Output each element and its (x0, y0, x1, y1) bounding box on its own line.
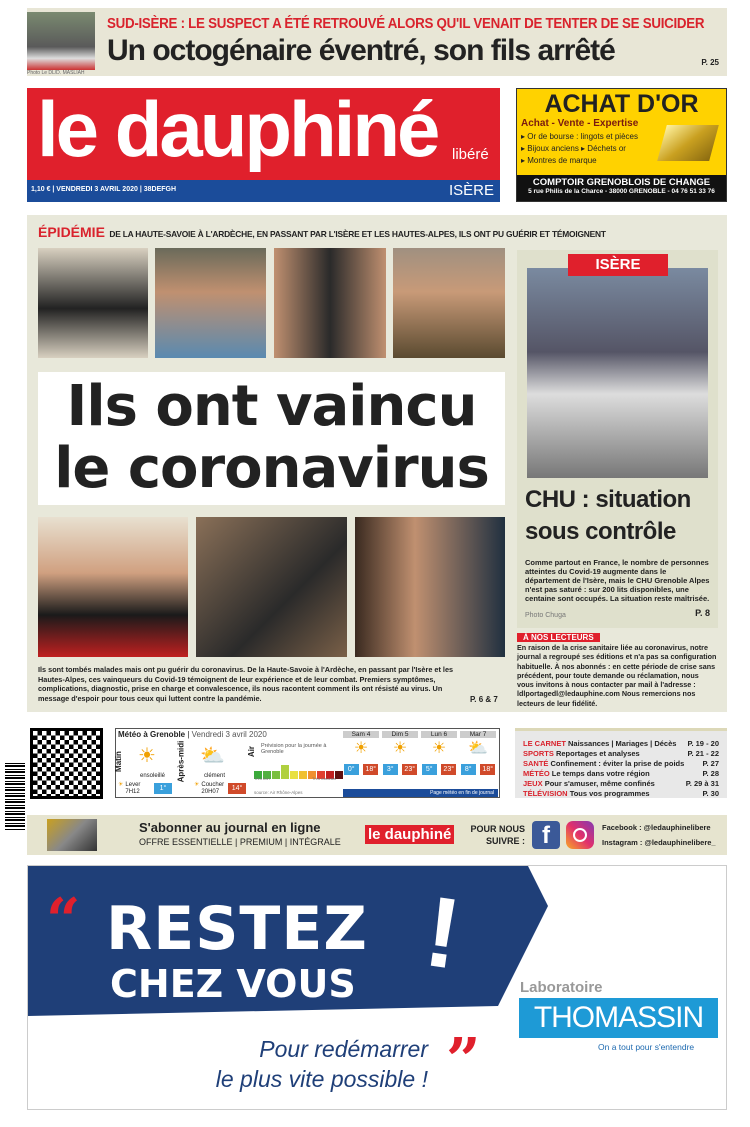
hospital-photo (527, 268, 708, 478)
gold-ad-address: 5 rue Philis de la Charce - 38000 GRENOBLE - 04 76 51 33 76 (528, 188, 715, 195)
facebook-icon[interactable]: f (532, 821, 560, 849)
side-story[interactable] (517, 250, 718, 628)
weather-date: Vendredi 3 avril 2020 (191, 730, 267, 739)
weather-box: Météo à Grenoble | Vendredi 3 avril 2020 Matin ☀ ensoleillé ☀ Lever 7H12 1° Après-midi ⛅ clément ☀ Coucher 20H07 14° Air Prévision pour la journée à Grenoble Très bon Très mauvais source: Air Rhône-Alpes Sam 4 ☀ 0° 18° Dim 5 ☀ 3° 23° Lun 6 ☀ 5° 23° Mar 7 ⛅ 8° 18° Page météo en fin de journal (115, 728, 500, 798)
sun-cloud-icon: ☀ (138, 745, 156, 767)
masthead-info-bar (27, 180, 500, 202)
sun-icon: ☀ (353, 740, 369, 757)
gold-ad-title: ACHAT D'OR (544, 90, 699, 118)
sunset-icon: ☀ (194, 782, 200, 788)
air-good-label: Très bon (254, 776, 270, 781)
side-story-page: P. 8 (695, 608, 710, 618)
air-label: Air (247, 745, 257, 758)
gold-ad-item: ▸ Montres de marque (521, 156, 597, 165)
sunrise-label: Lever (125, 782, 141, 788)
weather-afternoon-label: Après-midi (176, 740, 186, 783)
subscribe-logo: le dauphiné (365, 825, 454, 844)
weather-afternoon-desc: clément (204, 773, 226, 779)
brand-label: Laboratoire (520, 979, 603, 996)
contents-item[interactable]: LE CARNET Naissances | Mariages | Décès P. 19 - 20 (523, 739, 719, 748)
morning-temp: 1° (154, 783, 172, 794)
forecast-day: Mar 7 ⛅ 8° 18° (460, 731, 496, 776)
facebook-handle[interactable]: Facebook : @ledauphinelibere (602, 823, 711, 832)
ad-slogan-line: le plus vite possible ! (215, 1066, 428, 1092)
contents-box (515, 728, 727, 798)
contents-item[interactable]: SANTÉ Confinement : éviter la prise de poids P. 27 (523, 759, 719, 768)
masthead (27, 85, 500, 180)
forecast-day: Dim 5 ☀ 3° 23° (382, 731, 418, 776)
air-quality-current-level (281, 765, 289, 779)
gold-ad-subtitle: Achat - Vente - Expertise (521, 118, 639, 129)
brand-tagline: On a tout pour s'entendre (598, 1042, 695, 1052)
air-bad-label: Très mauvais (312, 776, 336, 781)
sunrise-icon: ☀ (118, 782, 124, 788)
survivor-photo (196, 517, 347, 657)
subscribe-banner[interactable] (27, 815, 727, 855)
side-story-headline: CHU : situation sous contrôle (525, 486, 691, 545)
side-story-label: ISÈRE (568, 254, 668, 276)
weather-title: Météo à Grenoble (118, 730, 186, 739)
gold-ad-item: ▸ Bijoux anciens ▸ Déchets or (521, 144, 626, 153)
contents-item[interactable]: JEUX Pour s'amuser, même confinés P. 29 à 31 (523, 779, 719, 788)
masthead-subtitle: libéré (452, 146, 489, 163)
instagram-handle[interactable]: Instagram : @ledauphinelibere_ (602, 838, 716, 847)
gold-bars-image (657, 125, 719, 161)
contents-item[interactable]: TÉLÉVISION Tous vos programmes P. 30 (523, 789, 719, 798)
sun-icon: ☀ (392, 740, 408, 757)
survivor-photo (38, 517, 188, 657)
follow-label: POUR NOUS SUIVRE : (470, 824, 525, 846)
survivor-photo (38, 248, 148, 358)
contents-item[interactable]: SPORTS Reportages et analyses P. 21 - 22 (523, 749, 719, 758)
sun-cloud-icon: ⛅ (200, 745, 225, 767)
subscribe-offers: OFFRE ESSENTIELLE | PREMIUM | INTÉGRALE (139, 837, 341, 847)
main-story-kicker: ÉPIDÉMIE (38, 224, 105, 240)
ad-line-2: CHEZ VOUS (110, 962, 356, 1006)
sunrise-time: 7H12 (125, 789, 140, 795)
survivor-photo (355, 517, 505, 657)
instagram-icon[interactable] (566, 821, 594, 849)
exclamation-icon: ! (418, 875, 468, 991)
quote-close-icon: ” (446, 1026, 481, 1096)
issue-info: 1,10 € | VENDREDI 3 AVRIL 2020 | 38DEFGH (31, 186, 177, 193)
gold-ad-company: COMPTOIR GRENOBLOIS DE CHANGE (532, 177, 711, 188)
weather-morning-label: Matin (113, 751, 123, 772)
brand-logo: THOMASSIN (519, 998, 718, 1038)
top-story-kicker: SUD-ISÈRE : LE SUSPECT A ÉTÉ RETROUVÉ ALORS QU'IL VENAIT DE TENTER DE SE SUICIDER (107, 16, 705, 32)
contents-item[interactable]: MÉTÉO Le temps dans votre région P. 28 (523, 769, 719, 778)
top-story-headline[interactable]: Un octogénaire éventré, son fils arrêté (107, 34, 615, 67)
weather-morning-desc: ensoleillé (140, 773, 166, 779)
main-headline-line: Ils ont vaincu (66, 374, 477, 439)
side-story-credit: Photo Chuga (525, 612, 566, 619)
thomassin-ad[interactable] (27, 865, 727, 1110)
barcode (5, 762, 25, 830)
photo-credit: Photo Le DL/D. MASLIAH (27, 70, 85, 76)
forecast-list (343, 731, 496, 776)
gold-ad[interactable] (516, 88, 727, 202)
side-story-body: Comme partout en France, le nombre de personnes atteintes du Covid-19 augmente dans le département de l'Isère, mais le CHU Grenoble Alpes n'est pas saturé : sur 200 lits disponibles, une centaine sont occupés. La situation reste maîtrisée. (525, 558, 710, 603)
top-story-banner[interactable] (27, 8, 727, 76)
ad-slogan-line: Pour redémarrer (259, 1036, 428, 1062)
main-headline-line: le coronavirus (54, 436, 489, 501)
quote-open-icon: “ (46, 886, 81, 956)
forecast-day: Lun 6 ☀ 5° 23° (421, 731, 457, 776)
cloud-sun-icon: ⛅ (468, 740, 488, 757)
air-desc: Prévision pour la journée à Grenoble (261, 743, 327, 755)
ad-line-1: RESTEZ (106, 894, 368, 964)
devices-image (47, 819, 97, 851)
main-story-caption: Ils sont tombés malades mais ont pu guérir du coronavirus. De la Haute-Savoie à l'Ardèche, en passant par l'Isère et les Hautes-Alpes, ces vainqueurs du Covid-19 témoignent de leur expérience et de leur combat. Premiers symptômes, complications, diagnostic, prise en charge et convalescence, ils nous racontent comment ils ont résisté au virus. Un message d'espoir pour tous ceux qui luttent contre la pandémie. (38, 665, 454, 703)
top-story-page: P. 25 (701, 58, 719, 67)
weather-footer[interactable]: Page météo en fin de journal (343, 789, 498, 797)
afternoon-temp: 14° (228, 783, 246, 794)
main-story-kicker-rest: DE LA HAUTE-SAVOIE À L'ARDÈCHE, EN PASSANT PAR L'ISÈRE ET LES HAUTES-ALPES, ILS ONT PU GUÉRIR ET TÉMOIGNENT (109, 229, 606, 239)
air-source: source: Air Rhône-Alpes (254, 790, 303, 795)
top-story-photo (27, 12, 95, 70)
main-story-page: P. 6 & 7 (470, 695, 498, 704)
survivor-photo (155, 248, 266, 358)
qr-code[interactable] (30, 728, 103, 799)
main-headline[interactable] (38, 372, 505, 505)
survivor-photo (274, 248, 386, 358)
gold-ad-item: ▸ Or de bourse : lingots et pièces (521, 132, 638, 141)
masthead-logo: le dauphiné (37, 85, 438, 173)
subscribe-title: S'abonner au journal en ligne (139, 820, 321, 835)
sun-cloud-icon: ☀ (431, 740, 447, 757)
sunset-time: 20H07 (201, 789, 220, 795)
survivor-photo (393, 248, 505, 358)
sunset-label: Coucher (201, 782, 225, 788)
main-story-kicker-line (38, 224, 606, 242)
readers-body: En raison de la crise sanitaire liée au coronavirus, notre journal a regroupé ses éditions et n'a pas sa configuration habituelle. À nos abonnés : en cette période de crise sans précédent, pour toute demande ou réclamation, nous vous invitons à nous contacter par mail à l'adresse : ldlportagedl@ledauphine.com Nous remercions nos lecteurs de leur fidélité. (517, 643, 717, 708)
readers-label: À NOS LECTEURS (517, 633, 600, 642)
forecast-day: Sam 4 ☀ 0° 18° (343, 731, 379, 776)
edition-label: ISÈRE (448, 182, 494, 199)
